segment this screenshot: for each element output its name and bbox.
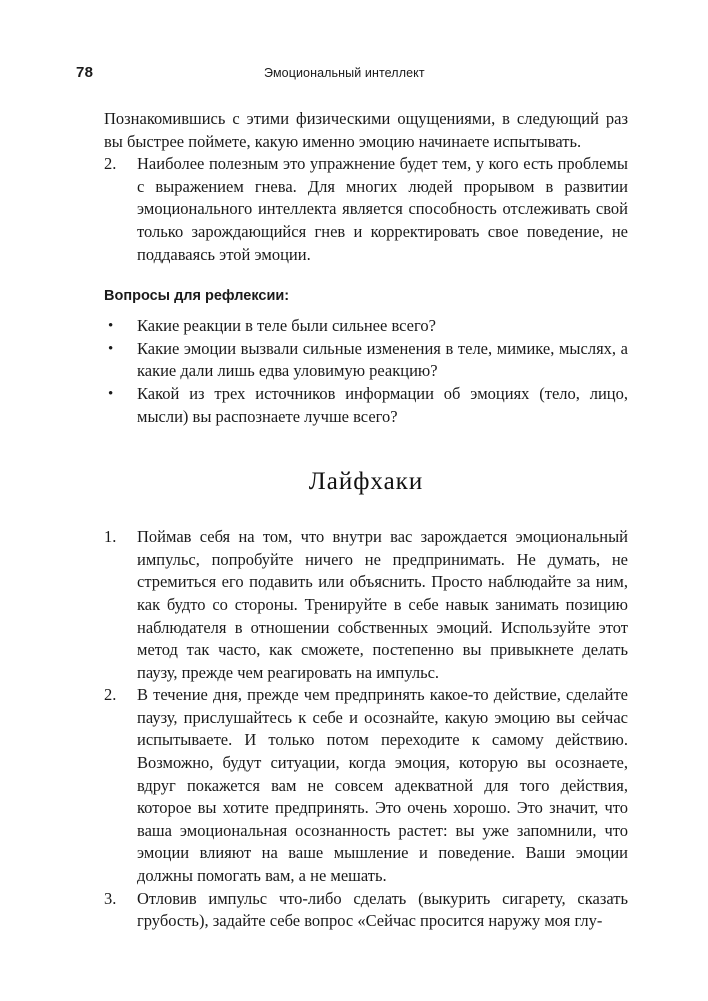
page-content <box>104 108 628 933</box>
list-item <box>104 338 628 383</box>
reflection-bullet-list <box>104 315 628 428</box>
list-item-text: Какие эмоции вызвали сильные изменения в теле, мимике, мыслях, а какие дали лишь едва уловимую реакцию? <box>137 338 628 381</box>
bullet-icon: • <box>108 318 114 335</box>
list-item <box>104 526 628 684</box>
list-item-text: Наиболее полезным это упражнение будет тем, у кого есть проблемы с выражением гнева. Для многих людей прорывом в развитии эмоционального интеллекта является способность отслеживать свой только зарождающийся гнев и корректировать свое поведение, не поддаваясь этой эмоции. <box>137 154 628 264</box>
list-item-text: Какой из трех источников информации об эмоциях (тело, лицо, мысли) вы распознаете лучше всего? <box>137 383 628 426</box>
lifehacks-list <box>104 526 628 933</box>
list-item-number: 2. <box>104 685 117 705</box>
list-item-text: Отловив импульс что-либо сделать (выкурить сигарету, сказать грубость), задайте себе вопрос «Сейчас просится наружу моя глу- <box>137 888 628 931</box>
bullet-icon: • <box>108 340 114 357</box>
list-item <box>104 383 628 428</box>
reflection-heading: Вопросы для рефлексии: <box>104 288 290 305</box>
list-item-text: В течение дня, прежде чем предпринять какое-то действие, сделайте паузу, прислушайтесь к себе и осознайте, какую эмоцию вы сейчас испытываете. И только потом переходите к самому действию. Возможно, будут ситуации, когда эмоция, которую вы осознаете, вдруг покажется вам не совсем адекватной для того действия, которое вы хотите предпринять. Это очень хорошо. Это значит, что ваша эмоциональная осознанность растет: вы уже запомнили, что эмоции влияют на ваше мышление и поведение. Ваши эмоции должны помогать вам, а не мешать. <box>137 685 628 886</box>
list-item-number: 1. <box>104 527 117 547</box>
list-item-text: Какие реакции в теле были сильнее всего? <box>137 316 436 336</box>
page-header <box>0 64 708 84</box>
section-title: Лайфхаки <box>308 468 424 496</box>
list-item-text: Поймав себя на том, что внутри вас зарождается эмоциональный импульс, попробуйте ничего не предпринимать. Не думать, не стремиться его подавить или объяснить. Просто наблюдайте за ним, как будто со стороны. Тренируйте в себе навык занимать позицию наблюдателя в отношении собственных эмоций. Используйте этот метод так часто, как сможете, постепенно вы привыкнете делать паузу, прежде чем реагировать на импульс. <box>137 527 628 682</box>
list-item-number: 2. <box>104 154 117 174</box>
page-number: 78 <box>76 64 94 81</box>
bullet-icon: • <box>108 385 114 402</box>
continued-paragraph: Познакомившись с этими физическими ощущениями, в следующий раз вы быстрее поймете, какую именно эмоцию начинаете испытывать. <box>104 109 628 151</box>
running-title: Эмоциональный интеллект <box>264 66 425 80</box>
list-item <box>104 888 628 933</box>
list-item <box>104 684 628 887</box>
list-item <box>104 153 628 266</box>
list-item-number: 3. <box>104 888 117 908</box>
numbered-list-top <box>104 153 628 266</box>
list-item <box>104 315 628 338</box>
